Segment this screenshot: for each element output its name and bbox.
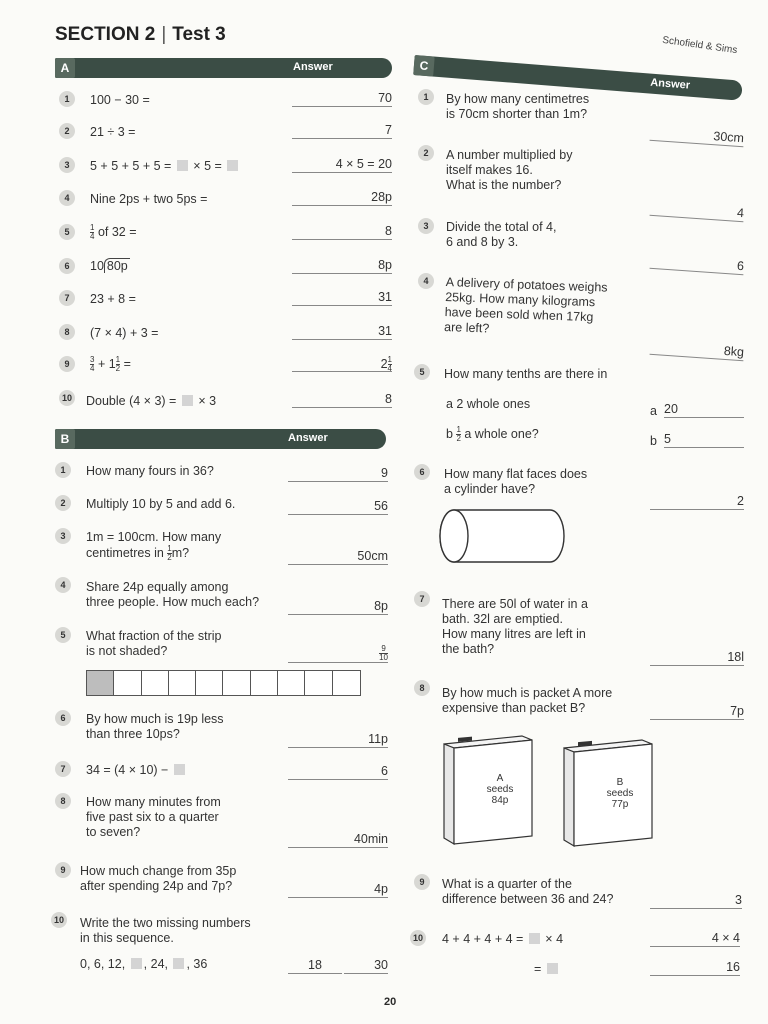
strip-segment: [114, 671, 141, 695]
question-number: 10: [51, 912, 67, 928]
answer-b-label: b: [650, 434, 657, 448]
question-text: Double (4 × 3) = × 3: [86, 394, 217, 408]
fraction: $\frac{3}{4}$: [90, 355, 95, 373]
question-number: 9: [55, 862, 71, 878]
question-text: 5 + 5 + 5 + 5 = × 5 =: [90, 159, 240, 174]
answer-a-label: a: [650, 404, 657, 418]
answer-field[interactable]: 4p: [288, 882, 388, 898]
section-b-letter: B: [55, 429, 75, 449]
publisher-label: Schofield & Sims: [661, 34, 738, 57]
question-text-line2: =: [534, 962, 560, 977]
question-number: 8: [55, 793, 71, 809]
section-a-banner: [55, 58, 392, 78]
blank-square-icon: [174, 764, 185, 775]
question-text: Multiply 10 by 5 and add 6.: [86, 497, 236, 511]
fraction: $\frac{1}{2}$: [167, 544, 172, 562]
question-text: 4 + 4 + 4 + 4 = × 4: [442, 932, 564, 946]
answer-field[interactable]: 50cm: [288, 549, 388, 565]
question-number: 2: [59, 123, 75, 139]
blank-square-icon: [131, 958, 142, 969]
page-title: SECTION 2 | Test 3: [55, 24, 226, 45]
question-number: 4: [55, 577, 71, 593]
question-text: How many minutes from five past six to a quarter to seven?: [86, 795, 221, 839]
question-number: 4: [59, 190, 75, 206]
question-number: 5: [414, 364, 430, 380]
answer-field[interactable]: 31: [292, 290, 392, 306]
question-text: 1m = 100cm. How many centimetres in $\frac{1}{2}$ m?: [86, 530, 222, 562]
question-number: 3: [55, 528, 71, 544]
question-number: 7: [414, 591, 430, 607]
blank-square-icon: [173, 958, 184, 969]
question-text: Nine 2ps + two 5ps =: [90, 192, 208, 206]
question-number: 1: [59, 91, 75, 107]
question-text: 10 80p: [90, 259, 128, 273]
answer-field-1[interactable]: 18: [288, 958, 342, 974]
answer-field-1[interactable]: 4 × 4: [650, 931, 740, 947]
answer-field[interactable]: 9: [288, 466, 388, 482]
question-number: 10: [410, 930, 426, 946]
fraction: $\frac{1}{4}$: [90, 223, 95, 241]
section-c-letter: C: [413, 55, 435, 77]
strip-segment-shaded: [87, 671, 114, 695]
answer-field[interactable]: 8p: [292, 258, 392, 274]
strip-segment: [333, 671, 360, 695]
question-text: 21 ÷ 3 =: [90, 125, 136, 139]
answer-field[interactable]: 8kg: [650, 339, 745, 362]
blank-square-icon: [182, 395, 193, 406]
question-text: Share 24p equally among three people. How much each?: [86, 580, 260, 609]
question-text: By how many centimetres is 70cm shorter than 1m?: [446, 92, 590, 121]
seed-packet-a-label: A seeds 84p: [486, 773, 514, 806]
question-text: 34 = (4 × 10) −: [86, 763, 187, 778]
blank-square-icon: [177, 160, 188, 171]
fraction-strip: [86, 670, 361, 696]
question-number: 2: [55, 495, 71, 511]
question-number: 1: [55, 462, 71, 478]
answer-field[interactable]: 6: [288, 764, 388, 780]
question-text: (7 × 4) + 3 =: [90, 326, 159, 340]
answer-field[interactable]: 4 × 5 = 20: [292, 157, 392, 173]
answer-field[interactable]: $\frac{9}{10}$: [288, 645, 388, 663]
question-text: How much change from 35p after spending 24p and 7p?: [80, 864, 237, 893]
fraction: $\frac{1}{2}$: [115, 355, 121, 373]
answer-field-2[interactable]: 30: [344, 958, 388, 974]
cylinder-icon: [436, 504, 570, 568]
question-text: $\frac{3}{4}$ + 1 $\frac{1}{2}$ =: [90, 355, 131, 373]
question-number: 10: [59, 390, 75, 406]
answer-field[interactable]: 28p: [292, 190, 392, 206]
question-number: 3: [59, 157, 75, 173]
blank-square-icon: [547, 963, 558, 974]
strip-segment: [196, 671, 223, 695]
question-number: 5: [55, 627, 71, 643]
question-number: 3: [418, 218, 434, 234]
strip-segment: [142, 671, 169, 695]
question-text: Divide the total of 4, 6 and 8 by 3.: [446, 220, 557, 249]
seed-packet-b-label: B seeds 77p: [606, 777, 634, 810]
long-division-bracket: 80p: [104, 258, 130, 273]
question-number: 6: [414, 464, 430, 480]
question-text: 23 + 8 =: [90, 292, 136, 306]
answer-field[interactable]: 8: [292, 392, 392, 408]
question-text: By how much is 19p less than three 10ps?: [86, 712, 224, 741]
answer-field-2[interactable]: 16: [650, 960, 740, 976]
answer-field[interactable]: 3: [650, 893, 742, 909]
question-text: A number multiplied by itself makes 16. What is the number?: [446, 148, 573, 192]
answer-field[interactable]: 30cm: [650, 125, 745, 148]
test-label: Test 3: [172, 24, 226, 45]
question-text: By how much is packet A more expensive than packet B?: [442, 686, 613, 715]
question-part-b: b $\frac{1}{2}$ a whole one?: [446, 425, 539, 443]
question-text: How many fours in 36?: [86, 464, 214, 478]
section-a-answer-label: Answer: [293, 61, 333, 73]
answer-field[interactable]: 56: [288, 499, 388, 515]
strip-segment: [251, 671, 278, 695]
strip-segment: [278, 671, 305, 695]
answer-field-a[interactable]: 20: [664, 402, 744, 418]
page-number: 20: [384, 996, 397, 1008]
question-number: 1: [418, 89, 434, 105]
question-text: There are 50l of water in a bath. 32l are emptied. How many litres are left in the bath?: [442, 597, 588, 656]
strip-segment: [305, 671, 332, 695]
section-b-banner: [55, 429, 386, 449]
question-part-a: a 2 whole ones: [446, 397, 531, 411]
answer-field[interactable]: 7p: [650, 704, 744, 720]
answer-field[interactable]: 6: [650, 253, 745, 276]
question-text: A delivery of potatoes weighs 25kg. How many kilograms have been sold when 17kg are left?: [443, 275, 608, 336]
section-label: SECTION 2: [55, 24, 156, 45]
question-text: What fraction of the strip is not shaded?: [86, 629, 222, 658]
section-a-letter: A: [55, 58, 75, 78]
question-text: $\frac{1}{4}$ of 32 =: [90, 223, 137, 241]
question-text: How many tenths are there in: [444, 367, 608, 381]
answer-field[interactable]: 8: [292, 224, 392, 240]
answer-field[interactable]: 18l: [650, 650, 744, 666]
question-number: 9: [59, 356, 75, 372]
blank-square-icon: [227, 160, 238, 171]
question-number: 6: [55, 710, 71, 726]
answer-field[interactable]: 40min: [288, 832, 388, 848]
strip-segment: [169, 671, 196, 695]
number-sequence: 0, 6, 12, , 24, , 36: [80, 957, 208, 971]
question-number: 6: [59, 258, 75, 274]
answer-field-b[interactable]: 5: [664, 432, 744, 448]
question-number: 9: [414, 874, 430, 890]
question-number: 8: [414, 680, 430, 696]
question-number: 5: [59, 224, 75, 240]
question-text: What is a quarter of the difference between 36 and 24?: [442, 877, 614, 906]
question-number: 8: [59, 324, 75, 340]
fraction: $\frac{1}{2}$: [456, 425, 461, 443]
question-number: 7: [55, 761, 71, 777]
answer-field[interactable]: 2 $\frac{1}{4}$: [292, 356, 392, 372]
answer-field[interactable]: 70: [292, 91, 392, 107]
section-c-answer-label: Answer: [649, 76, 691, 92]
question-text: How many flat faces does a cylinder have?: [444, 467, 588, 496]
answer-field[interactable]: 31: [292, 324, 392, 340]
question-number: 2: [418, 145, 434, 161]
answer-field[interactable]: 2: [650, 494, 744, 510]
answer-field[interactable]: 7: [292, 123, 392, 139]
section-b-answer-label: Answer: [288, 432, 328, 444]
strip-segment: [223, 671, 250, 695]
question-number: 7: [59, 290, 75, 306]
answer-field[interactable]: 4: [650, 200, 745, 223]
answer-field[interactable]: 8p: [288, 599, 388, 615]
question-text: Write the two missing numbers in this sequence.: [80, 916, 251, 945]
question-number: 4: [418, 273, 434, 289]
question-text: 100 − 30 =: [90, 93, 150, 107]
blank-square-icon: [529, 933, 540, 944]
answer-field[interactable]: 11p: [288, 732, 388, 748]
